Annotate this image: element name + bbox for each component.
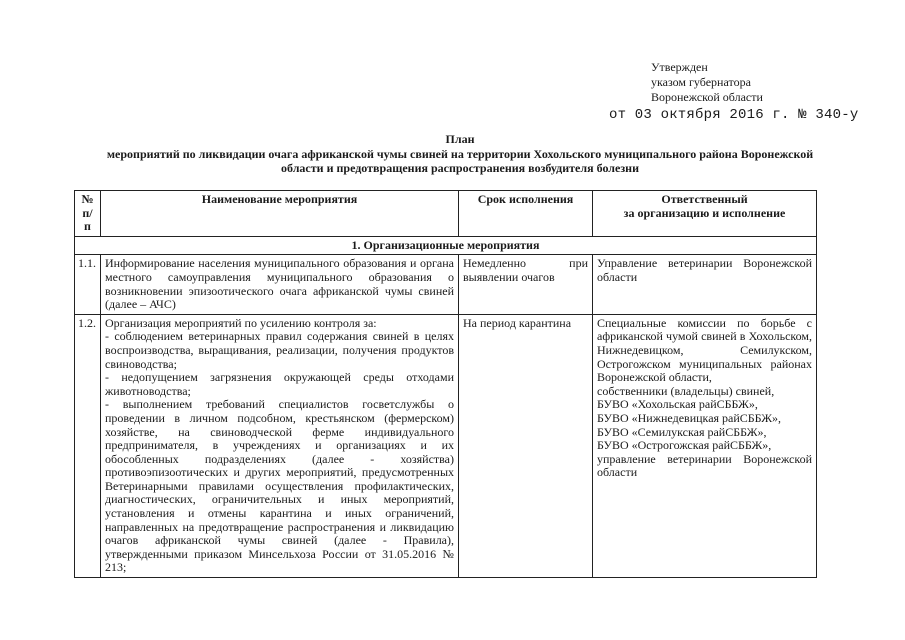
measure-line: - недопущением загрязнения окружающей среды отходами животноводства; (105, 370, 454, 398)
header-responsible-line1: Ответственный (661, 192, 748, 206)
responsible-line: БУВО «Семилукская райСББЖ», (597, 424, 767, 439)
row-measure-name (101, 314, 459, 577)
measure-line: - соблюдением ветеринарных правил содержания свиней в целях воспроизводства, выращивания, реализации, получения продуктов свиноводства; (105, 329, 454, 371)
section-row (75, 236, 817, 255)
row-term: На период карантина (459, 314, 593, 577)
document-title: План (445, 132, 475, 146)
responsible-line: собственники (владельцы) свиней, (597, 383, 775, 398)
responsible-line: Специальные комиссии по борьбе с африканской чумой свиней в Хохольском, Нижнедевицком, Семилукском, Острогожском муниципальных районах Воронежской области, (597, 315, 812, 385)
header-term: Срок исполнения (459, 191, 593, 237)
approval-line-approved: Утвержден (651, 60, 708, 74)
approval-line-region: Воронежской области (651, 90, 763, 104)
measures-table (74, 190, 817, 578)
header-responsible (593, 191, 817, 237)
table-row (75, 314, 817, 577)
responsible-line: БУВО «Нижнедевицкая райСББЖ», (597, 410, 782, 425)
document-subtitle-line2: области и предотвращения распространения возбудителя болезни (281, 161, 639, 175)
table-header-row (75, 191, 817, 237)
header-responsible-line2: за организацию и исполнение (623, 205, 786, 220)
approval-block (651, 60, 763, 105)
responsible-line: управление ветеринарии Воронежской области (597, 451, 812, 480)
measure-line: Организация мероприятий по усилению контроля за: (105, 315, 377, 330)
approval-line-decree-by: указом губернатора (651, 75, 751, 89)
header-number: № п/п (75, 191, 101, 237)
responsible-line: БУВО «Острогожская райСББЖ», (597, 438, 772, 453)
document-subtitle-line1: мероприятий по ликвидации очага африканской чумы свиней на территории Хохольского муниципального района Воронежской (106, 147, 814, 161)
measure-line: - выполнением требований специалистов госветслужбы о проведении в личном подсобном, крестьянском (фермерском) хозяйстве, на свиноводческой ферме индивидуального предпринимателя, в учреждениях и организациях и их обособленных подразделениях (далее - хозяйства) противоэпизоотических и других мероприятий, предусмотренных Ветеринарными правилами осуществления профилактических, диагностических, ограничительных и иных мероприятий, установления и отмены карантина и иных ограничений, направленных на предотвращение распространения и ликвидацию очагов африканской чумы свиней (далее - Правила), утвержденными приказом Минсельхоза России от 31.05.2016 № 213; (105, 397, 454, 575)
table-row (75, 255, 817, 314)
decree-date-number: от 03 октября 2016 г. № 340-у (609, 107, 859, 123)
row-term: Немедленно при выявлении очагов (459, 255, 593, 314)
responsible-line: БУВО «Хохольская райСББЖ», (597, 397, 758, 412)
header-measure-name: Наименование мероприятия (101, 191, 459, 237)
row-number: 1.1. (75, 255, 101, 314)
row-responsible: Управление ветеринарии Воронежской области (593, 255, 817, 314)
section-title: 1. Организационные мероприятия (75, 236, 817, 255)
row-number: 1.2. (75, 314, 101, 577)
row-responsible (593, 314, 817, 577)
row-measure-name: Информирование населения муниципального образования и органа местного самоуправления муниципального образования о возникновении эпизоотического очага африканской чумы свиней (далее – АЧС) (101, 255, 459, 314)
